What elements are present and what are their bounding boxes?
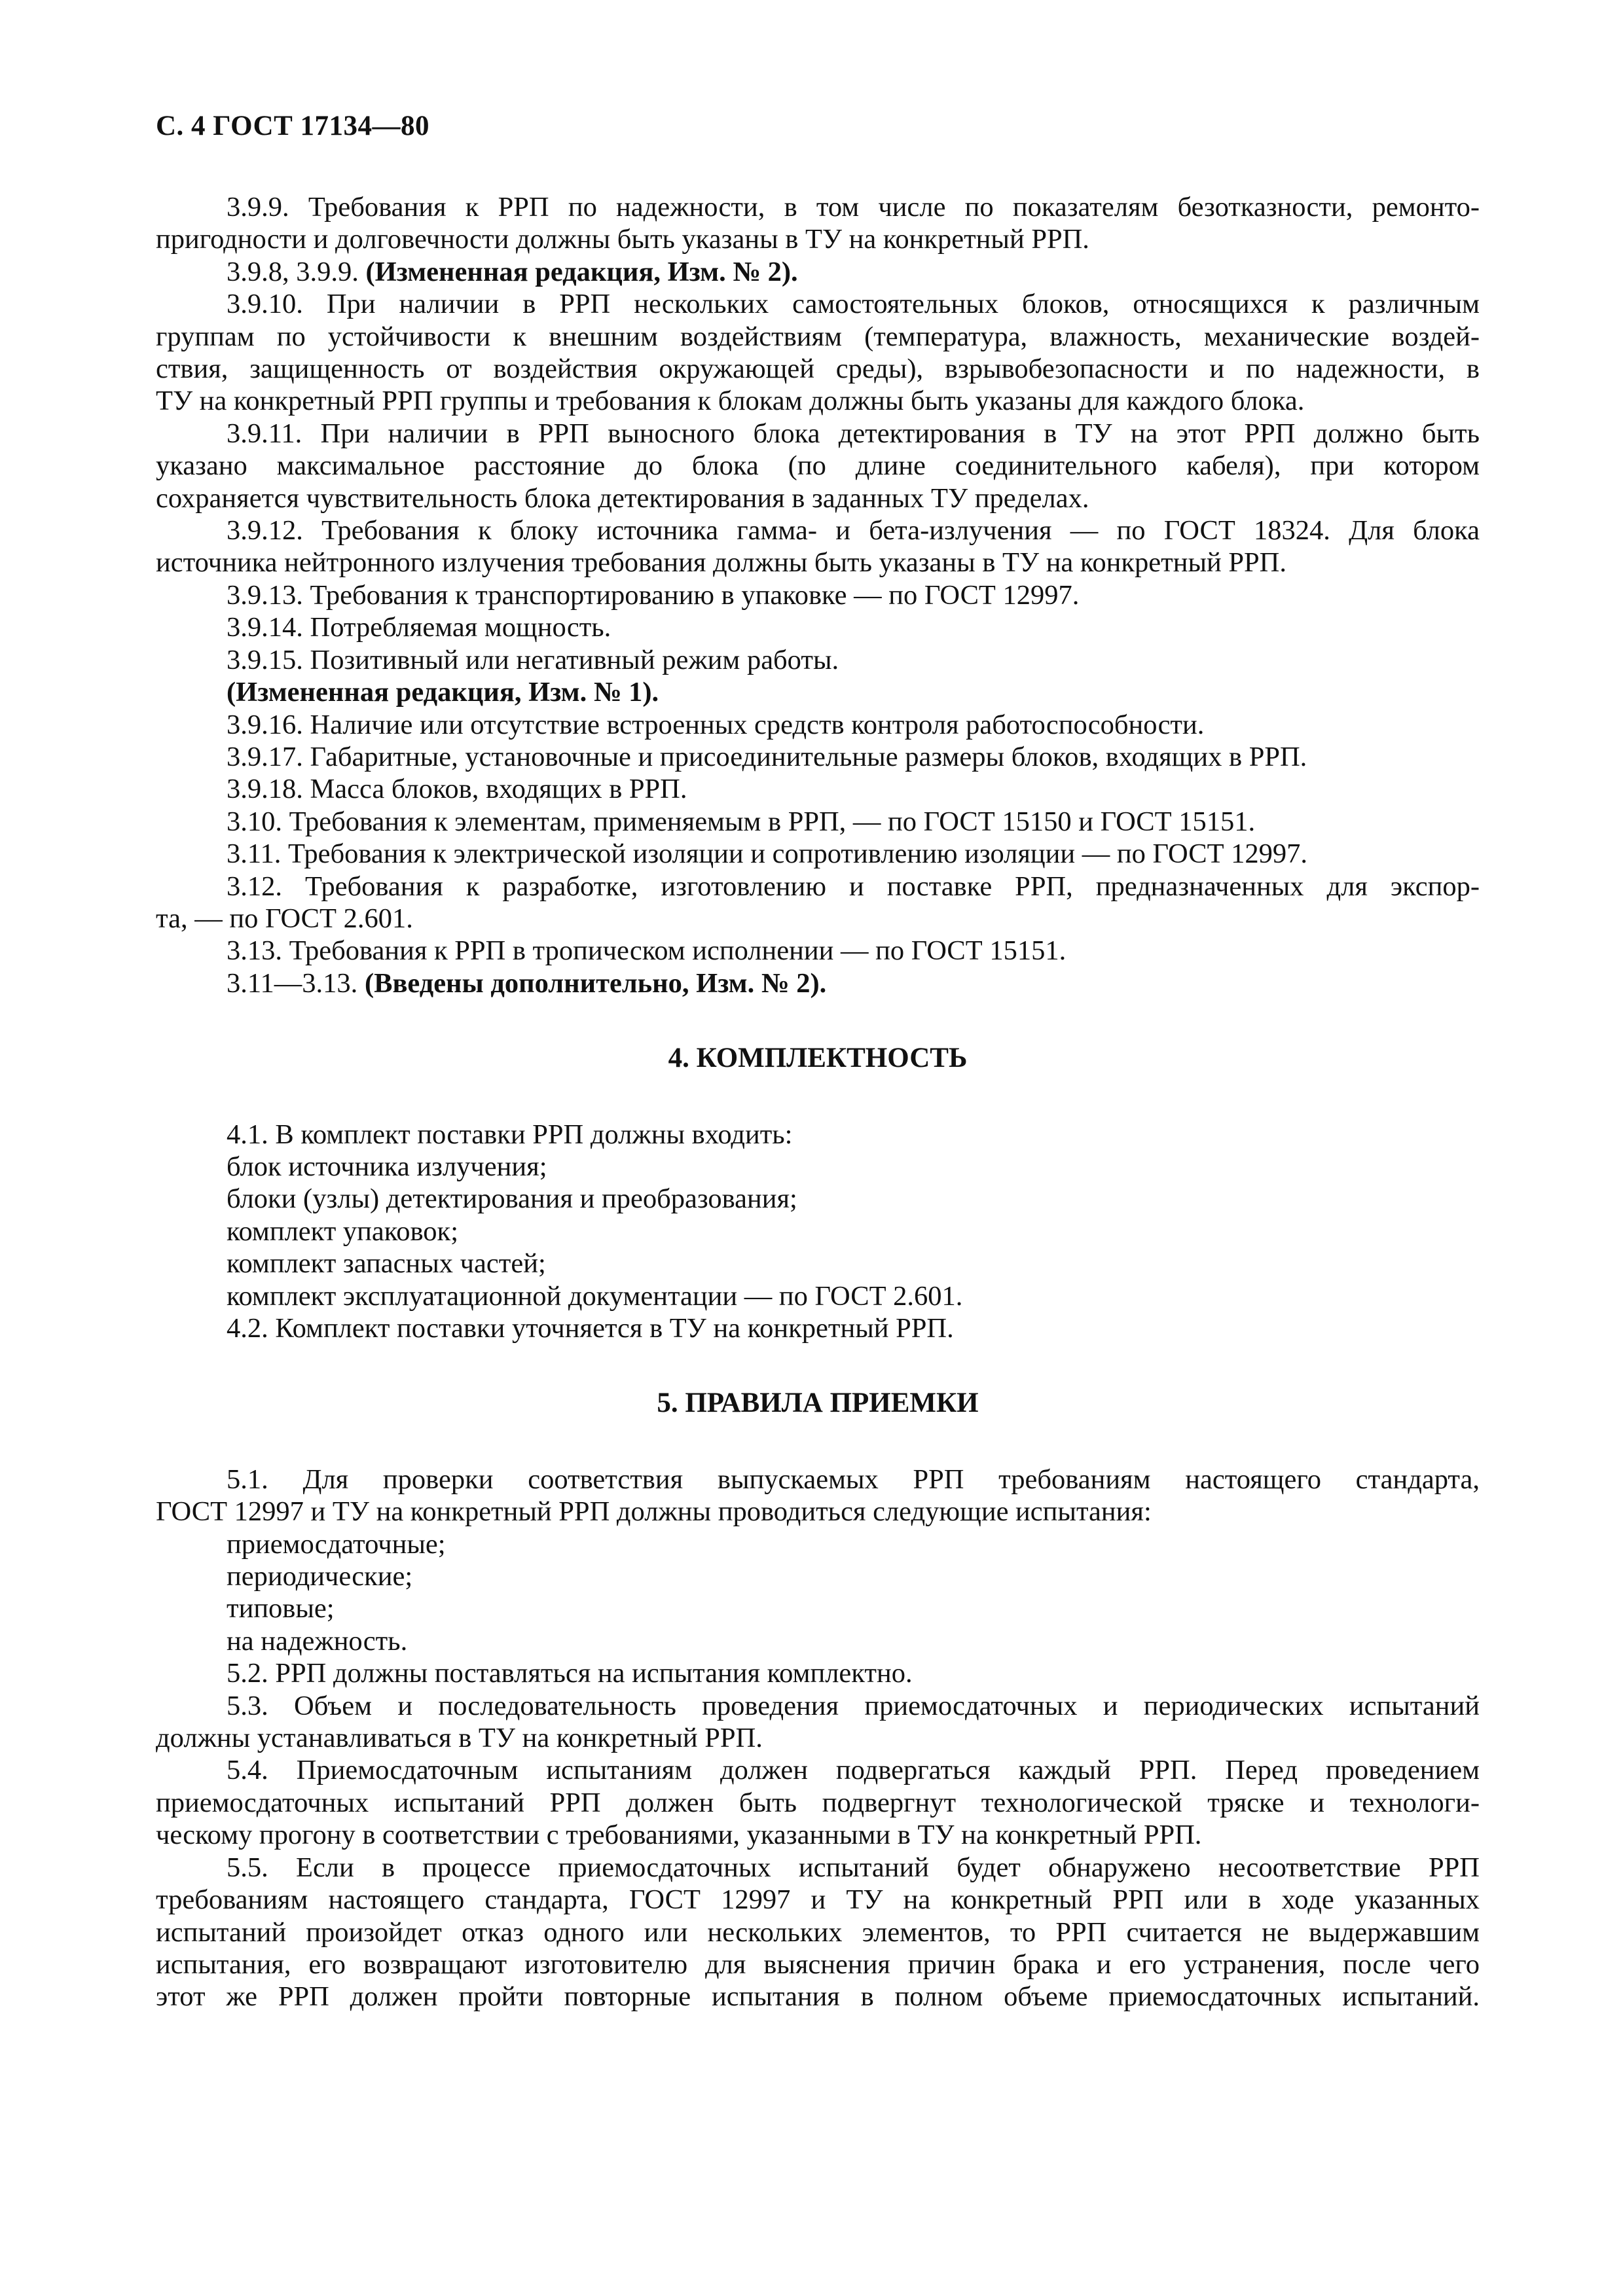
amendment-text: (Измененная редакция, Изм. № 1).	[227, 677, 659, 708]
list-item: на надежность.	[227, 1625, 408, 1657]
text-line: этот же РРП должен пройти повторные испытания в полном объеме приемосдаточных испытаний.	[156, 1981, 1480, 2013]
text-line: 5.4. Приемосдаточным испытаниям должен подвергаться каждый РРП. Перед проведением	[227, 1755, 1480, 1786]
paragraph-3-9-17: 3.9.17. Габаритные, установочные и присоединительные размеры блоков, входящих в РРП.	[227, 741, 1307, 772]
amendment-text: (Измененная редакция, Изм. № 2).	[365, 256, 798, 287]
document-page	[156, 0, 1480, 2296]
running-head: С. 4 ГОСТ 17134—80	[156, 111, 430, 141]
text-line: та, — по ГОСТ 2.601.	[156, 903, 413, 934]
text-line: 3.9.10. При наличии в РРП нескольких самостоятельных блоков, относящихся к различным	[227, 289, 1480, 320]
paragraph-3-11: 3.11. Требования к электрической изоляции и сопротивлению изоляции — по ГОСТ 12997.	[227, 838, 1308, 870]
paragraph-5-4	[156, 1754, 1480, 1851]
list-item: типовые;	[227, 1593, 335, 1624]
list-item: комплект упаковок;	[227, 1215, 459, 1247]
paragraph-5-1	[156, 1463, 1480, 1528]
text-line: испытания, его возвращают изготовителю для выяснения причин брака и его устранения, после чего	[156, 1948, 1480, 1980]
spacer	[156, 1075, 1480, 1119]
list-item: комплект эксплуатационной документации — по ГОСТ 2.601.	[227, 1280, 963, 1312]
text-line: сохраняется чувствительность блока детектирования в заданных ТУ пределах.	[156, 482, 1089, 514]
list-item: блок источника излучения;	[227, 1151, 547, 1182]
text-line: ТУ на конкретный РРП группы и требования к блокам должны быть указаны для каждого блока.	[156, 386, 1305, 417]
text-line: 3.9.11. При наличии в РРП выносного блока детектирования в ТУ на этот РРП должно быть	[227, 418, 1480, 449]
paragraph-4-1: 4.1. В комплект поставки РРП должны входить:	[227, 1119, 793, 1150]
text-line: испытаний произойдет отказ одного или нескольких элементов, то РРП считается не выдержавшим	[156, 1916, 1480, 1948]
spacer	[156, 999, 1480, 1042]
paragraph-3-9-18: 3.9.18. Масса блоков, входящих в РРП.	[227, 774, 687, 805]
paragraph-3-9-9	[156, 191, 1480, 256]
text-line: 3.9.12. Требования к блоку источника гамма- и бета-излучения — по ГОСТ 18324. Для блока	[227, 515, 1480, 547]
amendment-note-3-9-15	[156, 676, 1480, 708]
paragraph-3-12	[156, 870, 1480, 935]
paragraph-5-3	[156, 1690, 1480, 1755]
text-line: приемосдаточных испытаний РРП должен быть подвергнут технологической тряске и технологи-	[156, 1787, 1480, 1818]
spacer	[156, 1344, 1480, 1387]
paragraph-3-9-15: 3.9.15. Позитивный или негативный режим работы.	[227, 644, 839, 675]
paragraph-5-2: 5.2. РРП должны поставляться на испытания комплектно.	[227, 1658, 913, 1689]
spacer	[156, 1420, 1480, 1463]
paragraph-3-9-16: 3.9.16. Наличие или отсутствие встроенных средств контроля работоспособности.	[227, 709, 1205, 740]
document-body	[156, 191, 1480, 2013]
list-item: приемосдаточные;	[227, 1528, 446, 1560]
text-line: ГОСТ 12997 и ТУ на конкретный РРП должны проводиться следующие испытания:	[156, 1496, 1152, 1528]
list-item: комплект запасных частей;	[227, 1248, 546, 1280]
text-line: 3.12. Требования к разработке, изготовлению и поставке РРП, предназначенных для экспор-	[227, 870, 1480, 902]
paragraph-3-9-11	[156, 418, 1480, 514]
section-heading-5: 5. ПРАВИЛА ПРИЕМКИ	[657, 1388, 979, 1419]
text-line: пригодности и долговечности должны быть указаны в ТУ на конкретный РРП.	[156, 224, 1089, 255]
paragraph-3-9-14: 3.9.14. Потребляемая мощность.	[227, 612, 611, 643]
text-line: должны устанавливаться в ТУ на конкретный РРП.	[156, 1723, 763, 1754]
amendment-note-3-9-8	[156, 256, 1480, 288]
paragraph-4-2: 4.2. Комплект поставки уточняется в ТУ на конкретный РРП.	[227, 1313, 954, 1344]
paragraph-3-9-13: 3.9.13. Требования к транспортированию в упаковке — по ГОСТ 12997.	[227, 579, 1080, 611]
text-line: 3.9.9. Требования к РРП по надежности, в том числе по показателям безотказности, ремонто-	[227, 192, 1480, 223]
section-heading-4: 4. КОМПЛЕКТНОСТЬ	[668, 1043, 968, 1074]
paragraph-3-13: 3.13. Требования к РРП в тропическом исполнении — по ГОСТ 15151.	[227, 935, 1067, 967]
text-line: 5.3. Объем и последовательность проведения приемосдаточных и периодических испытаний	[227, 1690, 1480, 1721]
text-line: 5.5. Если в процессе приемосдаточных испытаний будет обнаружено несоответствие РРП	[227, 1852, 1480, 1883]
list-item: периодические;	[227, 1561, 413, 1592]
text-line: требованиям настоящего стандарта, ГОСТ 12997 и ТУ на конкретный РРП или в ходе указанных	[156, 1884, 1480, 1916]
text-line: 5.1. Для проверки соответствия выпускаемых РРП требованиям настоящего стандарта,	[227, 1463, 1480, 1495]
text-line: указано максимальное расстояние до блока (по длине соединительного кабеля), при котором	[156, 450, 1480, 482]
amendment-clauses: 3.11—3.13.	[227, 967, 358, 999]
paragraph-3-9-10	[156, 288, 1480, 418]
paragraph-3-9-12	[156, 514, 1480, 579]
amendment-note-3-11	[156, 967, 1480, 999]
text-line: ствия, защищенность от воздействия окружающей среды), взрывобезопасности и по надежности, в	[156, 353, 1480, 385]
paragraph-5-5	[156, 1852, 1480, 2013]
paragraph-3-10: 3.10. Требования к элементам, применяемым в РРП, — по ГОСТ 15150 и ГОСТ 15151.	[227, 806, 1256, 837]
text-line: источника нейтронного излучения требования должны быть указаны в ТУ на конкретный РРП.	[156, 547, 1286, 579]
list-item: блоки (узлы) детектирования и преобразования;	[227, 1183, 797, 1215]
amendment-text: (Введены дополнительно, Изм. № 2).	[364, 967, 827, 999]
amendment-clauses: 3.9.8, 3.9.9.	[227, 256, 359, 287]
text-line: группам по устойчивости к внешним воздействиям (температура, влажность, механические воздей-	[156, 321, 1480, 352]
text-line: ческому прогону в соответствии с требованиями, указанными в ТУ на конкретный РРП.	[156, 1820, 1202, 1851]
